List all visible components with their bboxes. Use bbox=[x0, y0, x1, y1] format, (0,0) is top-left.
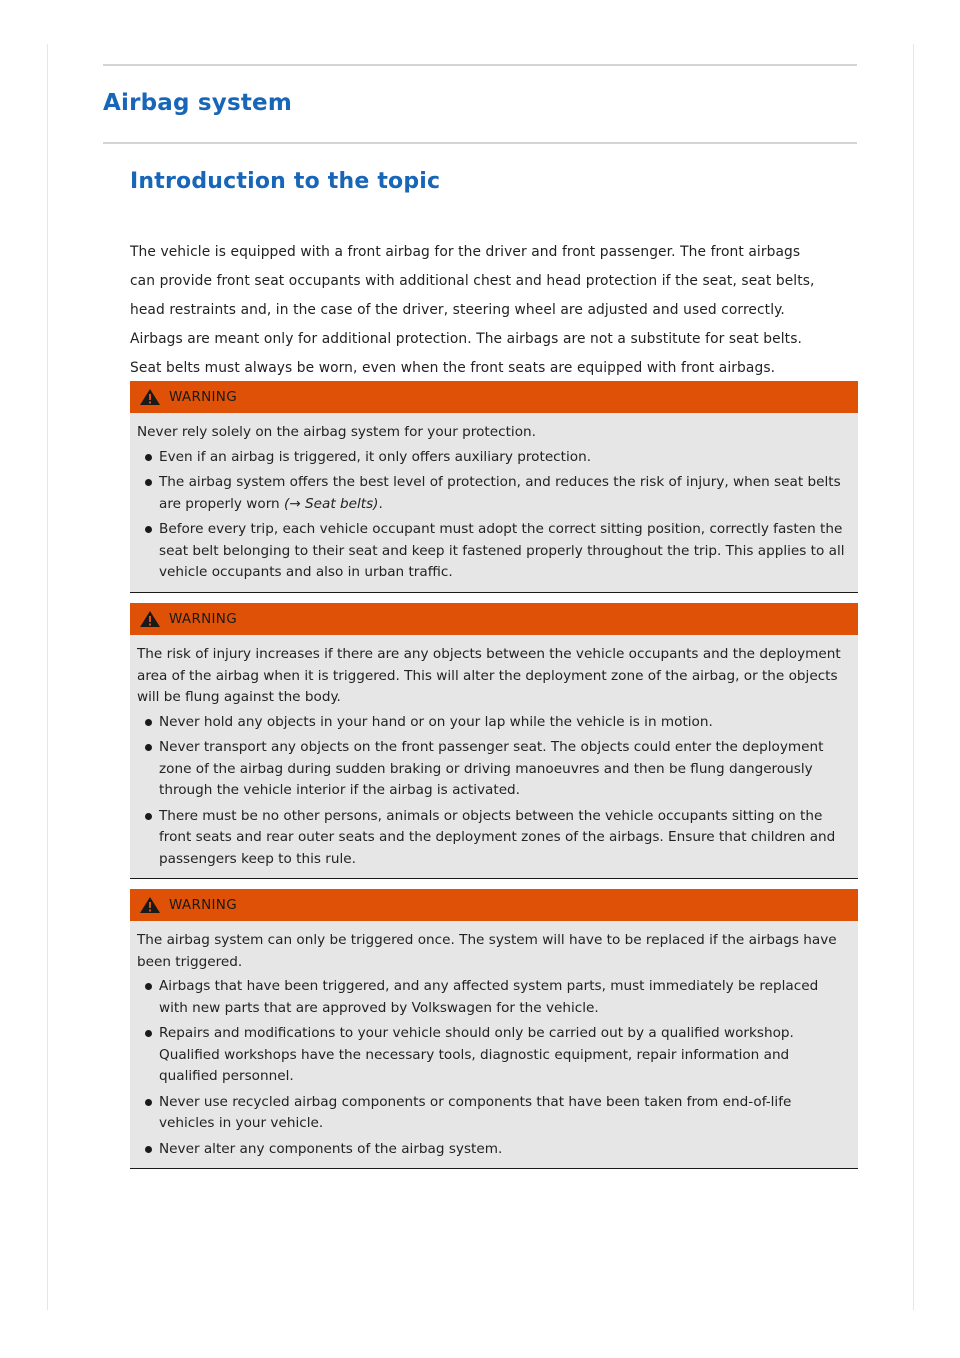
intro-line: Seat belts must always be worn, even when the front seats are equipped with front airbags. bbox=[130, 360, 776, 376]
bullet-text: The airbag system offers the best level of protection, and reduces the risk of injury, when seat belts are properly worn bbox=[159, 474, 841, 512]
bullet-end: . bbox=[378, 495, 383, 512]
bullet-dot-icon bbox=[145, 479, 152, 486]
warning-bullet bbox=[137, 737, 850, 802]
warning-triangle-icon bbox=[139, 610, 161, 628]
warning-bullet bbox=[137, 1139, 850, 1161]
warning-title: WARNING bbox=[169, 897, 237, 913]
warning-lead: Never rely solely on the airbag system for your protection. bbox=[137, 424, 536, 440]
warning-bullet-list bbox=[137, 447, 850, 584]
warning-bullet bbox=[137, 976, 850, 1019]
bullet-dot-icon bbox=[145, 983, 152, 990]
bullet-text: Repairs and modifications to your vehicle should only be carried out by a qualified workshop. Qualified workshops have the necessary tools, diagnostic equipment, repair information and qualified personnel. bbox=[159, 1025, 794, 1084]
warning-box-objects bbox=[130, 603, 858, 879]
bullet-text: Before every trip, each vehicle occupant must adopt the correct sitting position, correctly fasten the seat belt belonging to their seat and keep it fastened properly throughout the trip. This applies to all vehicle occupants and also in urban traffic. bbox=[159, 521, 845, 580]
intro-line: The vehicle is equipped with a front airbag for the driver and front passenger. The front airbags bbox=[130, 244, 801, 260]
bullet-dot-icon bbox=[145, 1099, 152, 1106]
warning-bullet bbox=[137, 806, 850, 871]
section-divider bbox=[103, 142, 857, 144]
intro-line: head restraints and, in the case of the driver, steering wheel are adjusted and used correctly. bbox=[130, 302, 785, 318]
intro-line: Airbags are meant only for additional protection. The airbags are not a substitute for seat belts. bbox=[130, 331, 802, 347]
intro-line: can provide front seat occupants with additional chest and head protection if the seat, seat belts, bbox=[130, 273, 815, 289]
top-divider bbox=[103, 64, 857, 66]
bullet-dot-icon bbox=[145, 1146, 152, 1153]
bullet-text: Even if an airbag is triggered, it only offers auxiliary protection. bbox=[159, 448, 592, 465]
bullet-dot-icon bbox=[145, 1030, 152, 1037]
warning-box-seatbelts bbox=[130, 381, 858, 593]
warning-header bbox=[130, 889, 858, 921]
warning-body bbox=[130, 413, 858, 592]
bullet-text: Never transport any objects on the front passenger seat. The objects could enter the deployment zone of the airbag during sudden braking or driving manoeuvres and then be flung dangerously through the vehicle interior if the airbag is activated. bbox=[159, 739, 824, 798]
warning-bullet bbox=[137, 1092, 850, 1135]
right-margin-rule bbox=[913, 44, 914, 1310]
bullet-dot-icon bbox=[145, 813, 152, 820]
warning-triangle-icon bbox=[139, 896, 161, 914]
warning-box-replacement bbox=[130, 889, 858, 1169]
bullet-dot-icon bbox=[145, 454, 152, 461]
warning-title: WARNING bbox=[169, 389, 237, 405]
warning-bullet-list bbox=[137, 976, 850, 1160]
warning-bullet bbox=[137, 447, 850, 469]
warning-lead: The risk of injury increases if there are any objects between the vehicle occupants and the deployment area of the airbag when it is triggered. This will alter the deployment zone of the airbag, or the objects will be flung against the body. bbox=[137, 646, 841, 705]
bullet-text: Airbags that have been triggered, and any affected system parts, must immediately be replaced with new parts that are approved by Volkswagen for the vehicle. bbox=[159, 978, 819, 1016]
section-title: Airbag system bbox=[103, 90, 293, 116]
warning-title: WARNING bbox=[169, 611, 237, 627]
seat-belts-link[interactable]: (→ Seat belts) bbox=[284, 495, 379, 512]
warning-header bbox=[130, 603, 858, 635]
bullet-text: There must be no other persons, animals or objects between the vehicle occupants sitting on the front seats and rear outer seats and the deployment zones of the airbags. Ensure that children and passengers keep to this rule. bbox=[159, 807, 836, 867]
warning-header bbox=[130, 381, 858, 413]
warning-bullet bbox=[137, 519, 850, 584]
bullet-dot-icon bbox=[145, 526, 152, 533]
bullet-text: Never use recycled airbag components or components that have been taken from end-of-life vehicles in your vehicle. bbox=[159, 1093, 792, 1131]
bullet-dot-icon bbox=[145, 744, 152, 751]
warning-lead: The airbag system can only be triggered once. The system will have to be replaced if the airbags have been triggered. bbox=[137, 932, 837, 970]
bullet-text: Never hold any objects in your hand or on your lap while the vehicle is in motion. bbox=[159, 713, 713, 730]
warning-bullet-list bbox=[137, 712, 850, 871]
warning-bullet bbox=[137, 472, 850, 515]
warning-bullet bbox=[137, 1023, 850, 1088]
intro-paragraph bbox=[130, 238, 860, 383]
warning-body bbox=[130, 635, 858, 878]
warning-triangle-icon bbox=[139, 388, 161, 406]
left-margin-rule bbox=[47, 44, 48, 1310]
warning-bullet bbox=[137, 712, 850, 734]
topic-title: Introduction to the topic bbox=[130, 169, 441, 194]
warning-body bbox=[130, 921, 858, 1168]
bullet-text: Never alter any components of the airbag system. bbox=[159, 1140, 503, 1157]
bullet-dot-icon bbox=[145, 719, 152, 726]
